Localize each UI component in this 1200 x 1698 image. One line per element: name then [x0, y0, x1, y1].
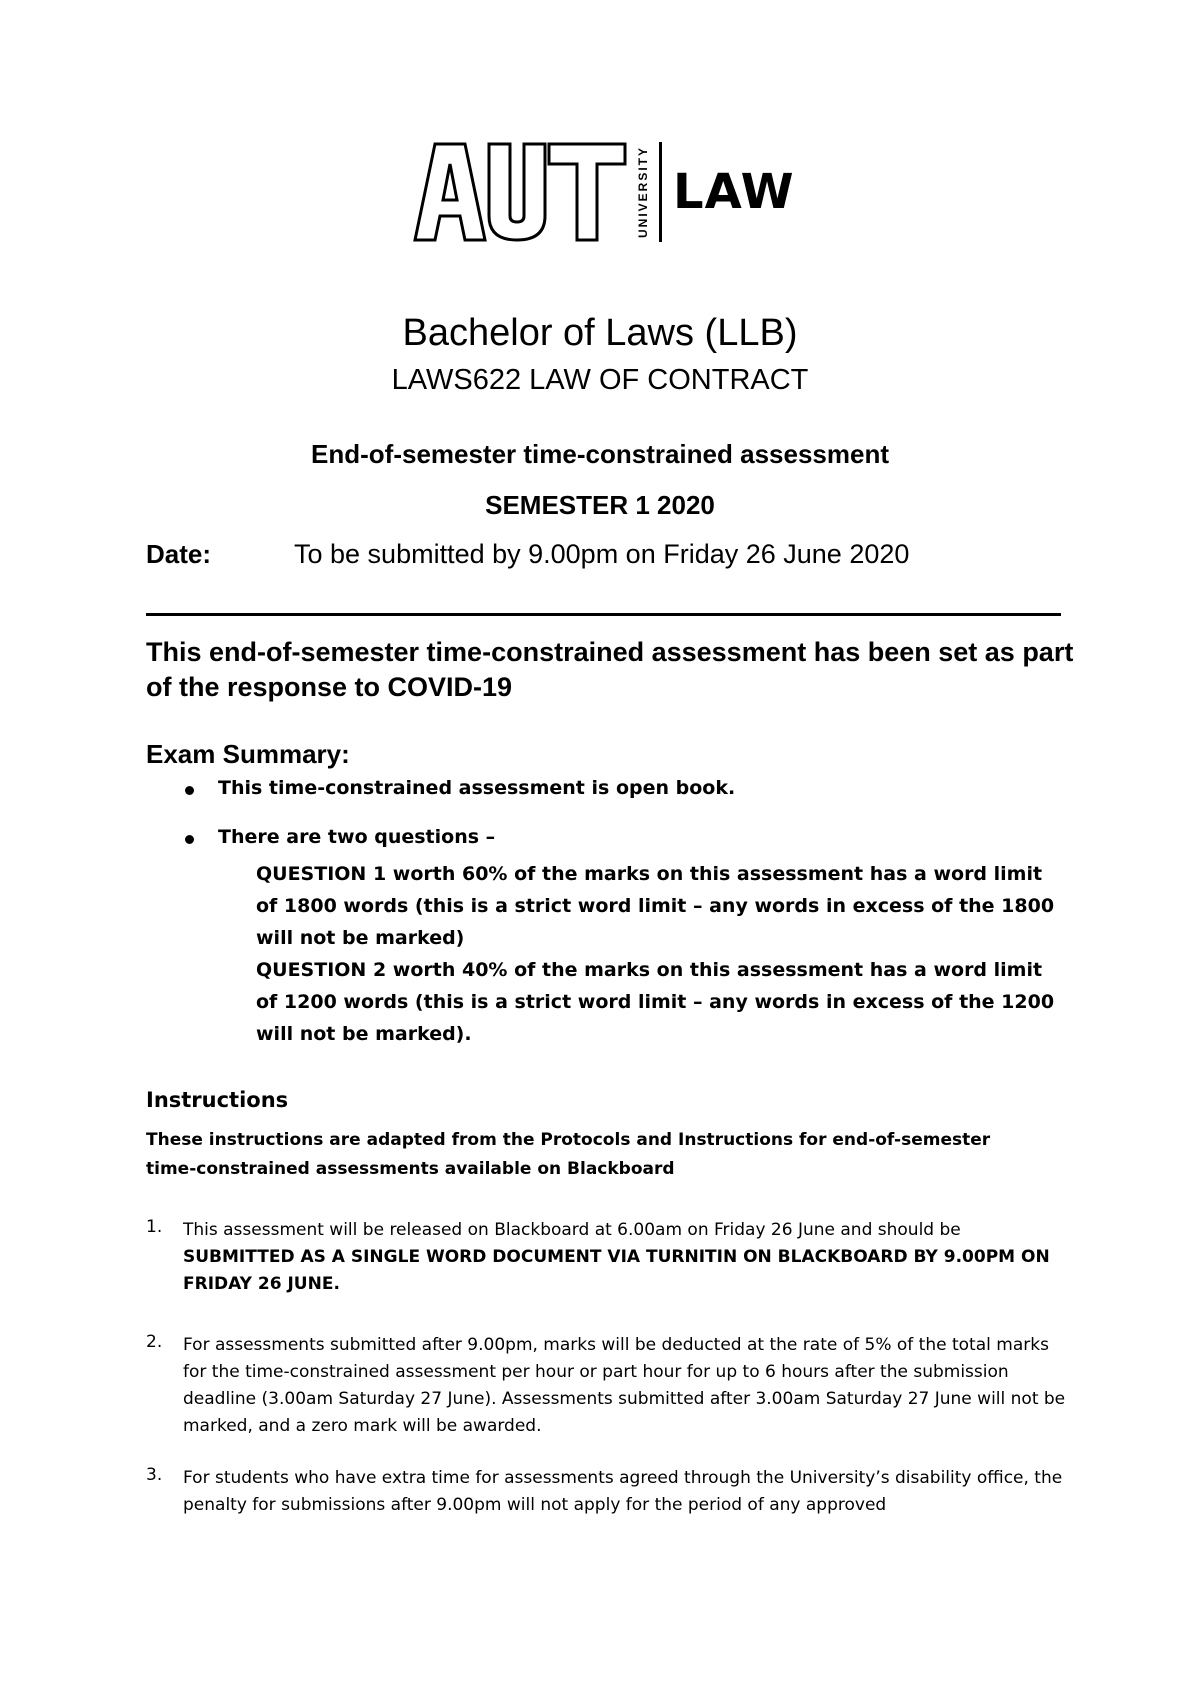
bullet-icon — [185, 835, 194, 844]
questions-block — [256, 858, 1066, 1050]
instruction-number: 2. — [146, 1332, 163, 1352]
instruction-number: 3. — [146, 1465, 163, 1485]
course-title: LAWS622 LAW OF CONTRACT — [391, 364, 809, 396]
aut-law-logo — [413, 142, 793, 242]
instructions-intro: These instructions are adapted from the Protocols and Instructions for end-of-semester time-constrained assessments available on Blackboard — [146, 1130, 991, 1179]
logo-law-text: LAW — [673, 164, 795, 220]
question-2-description: QUESTION 2 worth 40% of the marks on this assessment has a word limit of 1200 words (this is a strict word limit – any words in excess of the 1200 will not be marked). — [256, 959, 1055, 1045]
logo-university-text: UNIVERSITY — [636, 145, 650, 239]
horizontal-rule — [146, 613, 1061, 616]
bullet-icon — [185, 786, 194, 795]
question-1-description: QUESTION 1 worth 60% of the marks on this assessment has a word limit of 1800 words (this is a strict word limit – any words in excess of the 1800 will not be marked) — [256, 863, 1055, 949]
instruction-item-2: For assessments submitted after 9.00pm, marks will be deducted at the rate of 5% of the total marks for the time-constrained assessment per hour or part hour for up to 6 hours after the submission deadline (3.00am Saturday 27 June). Assessments submitted after 3.00am Saturday 27 June will not be marked, and a zero mark will be awarded. — [183, 1335, 1066, 1436]
aut-logo-icon — [413, 142, 628, 242]
date-label: Date: — [146, 539, 212, 569]
summary-bullet-open-book: This time-constrained assessment is open book. — [218, 777, 736, 799]
logo-divider — [659, 142, 662, 242]
covid-notice: This end-of-semester time-constrained assessment has been set as part of the response to COVID-19 — [146, 637, 1074, 702]
date-value: To be submitted by 9.00pm on Friday 26 June 2020 — [294, 539, 910, 569]
semester-label: SEMESTER 1 2020 — [485, 490, 715, 520]
exam-summary-heading: Exam Summary: — [146, 739, 350, 769]
instructions-heading: Instructions — [146, 1088, 289, 1112]
degree-title: Bachelor of Laws (LLB) — [402, 312, 798, 354]
instruction-item-3: For students who have extra time for assessments agreed through the University’s disability office, the penalty for submissions after 9.00pm will not apply for the period of any approved — [183, 1468, 1063, 1515]
instruction-1-bold-text: SUBMITTED AS A SINGLE WORD DOCUMENT VIA TURNITIN ON BLACKBOARD BY 9.00PM ON FRIDAY 26 JUNE. — [183, 1247, 1050, 1294]
assessment-type: End-of-semester time-constrained assessment — [311, 439, 889, 469]
instruction-number: 1. — [146, 1217, 163, 1237]
summary-bullet-two-questions: There are two questions – — [218, 826, 496, 848]
instruction-1-text: This assessment will be released on Blackboard at 6.00am on Friday 26 June and should be — [183, 1220, 961, 1240]
instruction-item-1 — [183, 1217, 1068, 1298]
